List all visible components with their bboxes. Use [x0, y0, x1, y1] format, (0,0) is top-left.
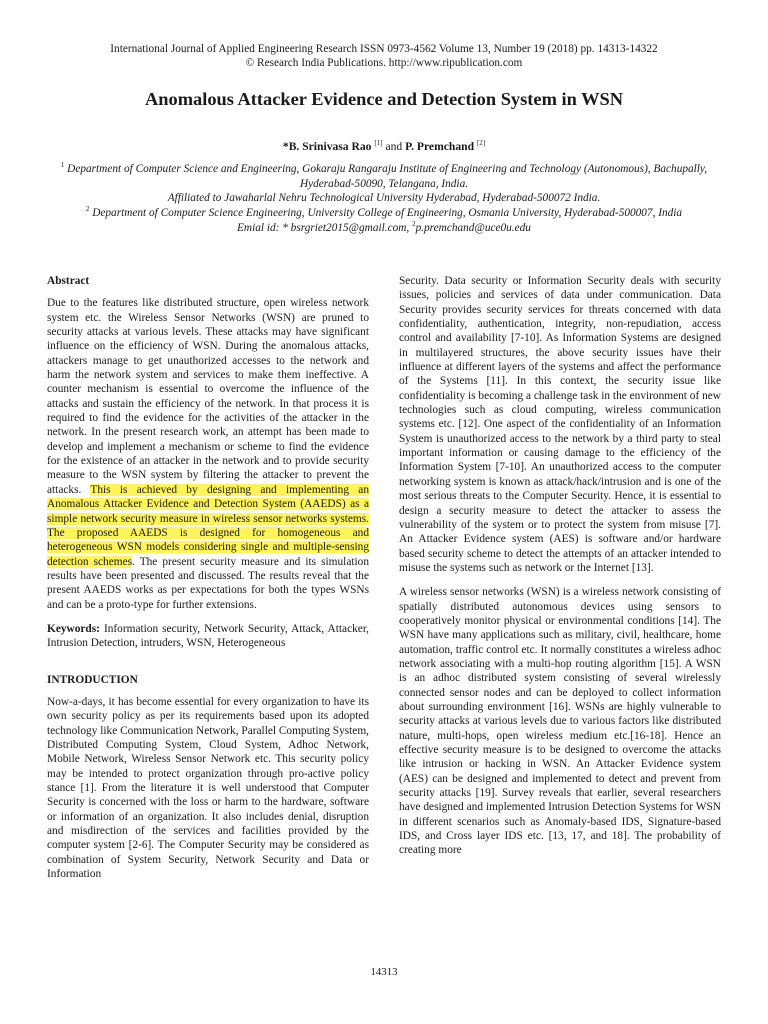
- affiliation-2: [40, 206, 728, 221]
- abstract-text-part-1: Due to the features like distributed structure, open wireless network system etc. the Wireless Sensor Networks (WSN) are pruned to security attacks at various levels. These attacks may have significant influence on the efficiency of WSN. During the anomalous attacks, attackers manage to get unauthorized accesses to the network and harm the network system and services to make them ineffective. A counter mechanism is essential to overcome the influence of the attacks and sustain the efficiency of the network. In that process it is required to find the evidence for the activities of the attacker in the network. In the present research work, an attempt has been made to develop and implement a mechanism or scheme to find the evidence for the existence of an attacker in the network and to provide security measure to the WSN system by filtering the attacker to prevent the attacks.: [47, 297, 369, 496]
- author-1-ref: [1]: [374, 139, 383, 148]
- keywords: [47, 622, 369, 651]
- author-line: [0, 140, 768, 153]
- email-prefix: Emial id: * bsrgriet2015@gmail.com,: [237, 221, 413, 234]
- journal-citation: International Journal of Applied Engineering Research ISSN 0973-4562 Volume 13, Number 19 (2018) pp. 14313-14322: [110, 43, 658, 55]
- affiliation-1-mark: 1: [60, 161, 65, 170]
- affiliations: [40, 162, 728, 236]
- left-column: [47, 274, 369, 891]
- abstract-text: [47, 296, 369, 612]
- email-mark: 2: [412, 220, 416, 229]
- affiliation-1-text: Department of Computer Science and Engineering, Gokaraju Rangaraju Institute of Engineering and Technology (Autonomous), Bachupally, Hyderabad-50090, Telangana, India.: [64, 163, 708, 190]
- abstract-text-part-2: . The present security measure and its simulation results have been presented and discussed. The results reveal that the present AAEDS works as per expectations for both the types WSNs and can be a proto-type for further extensions.: [47, 555, 369, 611]
- right-column: [399, 274, 721, 868]
- keywords-text: Information security, Network Security, Attack, Attacker, Intrusion Detection, intruders, WSN, Heterogeneous: [47, 622, 369, 650]
- affiliation-2-mark: 2: [85, 205, 90, 214]
- page-number: 14313: [370, 966, 398, 978]
- affiliation-1: [40, 162, 728, 191]
- abstract-heading: Abstract: [47, 275, 90, 287]
- author-2: P. Premchand: [405, 140, 475, 153]
- journal-publisher: © Research India Publications. http://www.ripublication.com: [245, 57, 523, 69]
- affiliation-1b: Affiliated to Jawaharlal Nehru Technological University Hyderabad, Hyderabad-500072 India.: [167, 192, 601, 205]
- email-line: [40, 221, 728, 236]
- right-paragraph-1: Security. Data security or Information Security deals with security issues, policies and services of data under communication. Data Security provides security services for threats concerned with data confidentiality, authentication, integrity, non-repudiation, access control and availability [7-10]. As Information Systems are designed in multilayered structures, the above security issues have their influence at different layers of the systems and affect the performance of the Systems [11]. In this context, the security issue like confidentiality is becoming a challenge task in the environment of new technologies such as cloud computing, wireless communication systems etc. [12]. One aspect of the confidentiality of an Information System is unauthorized access to the network by a third party to steal important information or causing damage to the efficiency of the Information System [7-10]. An unauthorized access to the computer networking system is known as attack/hack/intrusion and is one of the most serious threats to the Computer Security. Hence, it is essential to design a security measure to detect the attacker to assess the vulnerability of the system or to protect the system from misuse [7]. An Attacker Evidence system (AES) is software and/or hardware based security scheme to detect the attempts of an attacker intended to misuse the systems such as network or the Internet [13].: [399, 275, 721, 574]
- author-2-ref: [2]: [476, 139, 486, 148]
- right-paragraph-2: A wireless sensor networks (WSN) is a wireless network consisting of spatially distributed autonomous devices using sensors to cooperatively monitor physical or environmental conditions [14]. The WSN have many applications such as military, civil, healthcare, home automation, traffic control etc. It normally constitutes a wireless adhoc network associating with a multi-hop routing algorithm [15]. A WSN is an adhoc distributed system consisting of several wirelessly connected sensor nodes and can be deployed to collect information about surrounding environment [16]. WSNs are highly vulnerable to security attacks at various levels due to various factors like distributed nature, multi-hops, open wireless medium etc.[16-18]. Hence an effective security measure is to be designed to overcome the attacks like intrusion or hacking in WSN. An Attacker Evidence system (AES) can be designed and implemented to detect and prevent from security attacks [19]. Survey reveals that earlier, several researchers have designed and implemented Intrusion Detection Systems for WSN in different scenarios such as Anomaly-based IDS, Signature-based IDS, and Cross layer IDS etc. [13, 17, and 18]. The probability of creating more: [399, 586, 721, 857]
- introduction-paragraph-1: Now-a-days, it has become essential for every organization to have its own security policy as per its requirements based upon its adopted technology like Communication Network, Parallel Computing System, Distributed Computing System, Cloud System, Adhoc Network, Mobile Network, Wireless Sensor Network etc. This security policy may be intended to protect organization through pro-active policy stance [1]. From the literature it is well understood that Computer Security is concerned with the loss or harm to the hardware, software or information of an organization. It also includes denial, disruption and misdirection of the services and facilities provided by the computer system [2-6]. The Computer Security may be considered as combination of System Security, Network Security and Data or Information: [47, 695, 369, 881]
- email-rest: p.premchand@uce0u.edu: [415, 221, 531, 234]
- author-conjunction: and: [382, 140, 406, 153]
- paper-title: Anomalous Attacker Evidence and Detection System in WSN: [145, 89, 623, 109]
- abstract-highlighted-text: This is achieved by designing and implementing an Anomalous Attacker Evidence and Detection System (AAEDS) as a simple network security measure in wireless sensor networks systems. The proposed AAEDS is designed for homogeneous and heterogeneous WSN models considering single and multiple-sensing detection schemes: [47, 483, 369, 568]
- keywords-label: Keywords:: [47, 622, 100, 635]
- affiliation-2-text: Department of Computer Science Engineering, University College of Engineering, Osmania University, Hyderabad-500007, India: [89, 207, 683, 220]
- introduction-heading: INTRODUCTION: [47, 673, 138, 686]
- journal-header: [0, 42, 768, 70]
- author-1: *B. Srinivasa Rao: [282, 140, 372, 153]
